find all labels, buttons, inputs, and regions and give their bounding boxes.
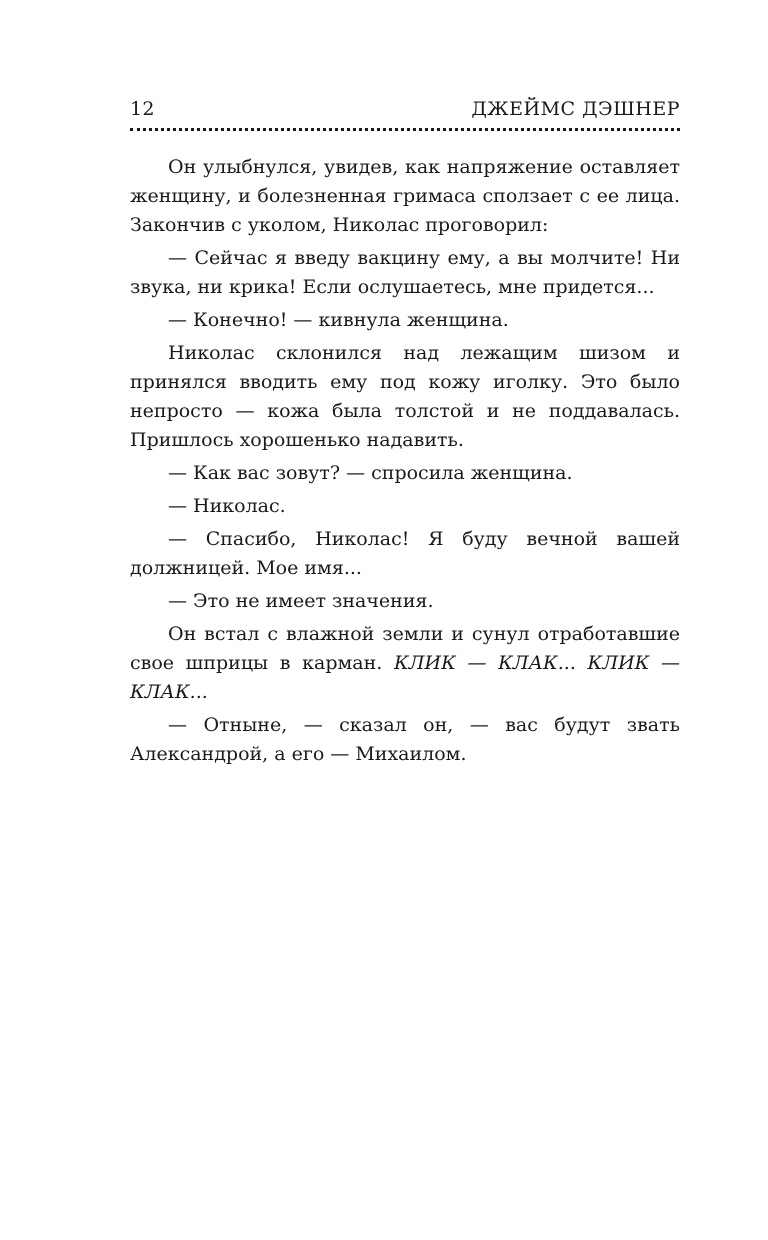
paragraph: — Сейчас я введу вакцину ему, а вы молчите! Ни звука, ни крика! Если ослушаетесь, мне придется... bbox=[130, 247, 680, 298]
paragraph: — Спасибо, Николас! Я буду вечной вашей должницей. Мое имя... bbox=[130, 528, 680, 579]
paragraph: — Конечно! — кивнула женщина. bbox=[168, 309, 509, 331]
onomatopoeia-italic: КЛИК — КЛАК... КЛИК — КЛАК... bbox=[130, 652, 680, 703]
paragraph: — Как вас зовут? — спросила женщина. bbox=[168, 462, 573, 484]
dotted-divider bbox=[130, 128, 680, 131]
author-name: ДЖЕЙМС ДЭШНЕР bbox=[471, 98, 680, 120]
running-head bbox=[130, 96, 680, 122]
paragraph: — Это не имеет значения. bbox=[168, 590, 434, 612]
paragraph bbox=[130, 620, 680, 707]
paragraph: Николас склонился над лежащим шизом и принялся вводить ему под кожу иголку. Это было непросто — кожа была толстой и не поддавалась. Пришлось хорошенько надавить. bbox=[130, 342, 680, 451]
book-page bbox=[130, 96, 680, 769]
body-text bbox=[130, 153, 680, 769]
paragraph: — Николас. bbox=[168, 495, 286, 517]
paragraph: — Отныне, — сказал он, — вас будут звать Александрой, а его — Михаилом. bbox=[130, 714, 680, 765]
paragraph-text: Он встал с влажной земли и сунул отработавшие свое шприцы в карман. bbox=[130, 623, 680, 674]
paragraph: Он улыбнулся, увидев, как напряжение оставляет женщину, и болезненная гримаса сползает с ее лица. Закончив с уколом, Николас проговорил: bbox=[130, 156, 680, 236]
page-number: 12 bbox=[130, 98, 155, 120]
